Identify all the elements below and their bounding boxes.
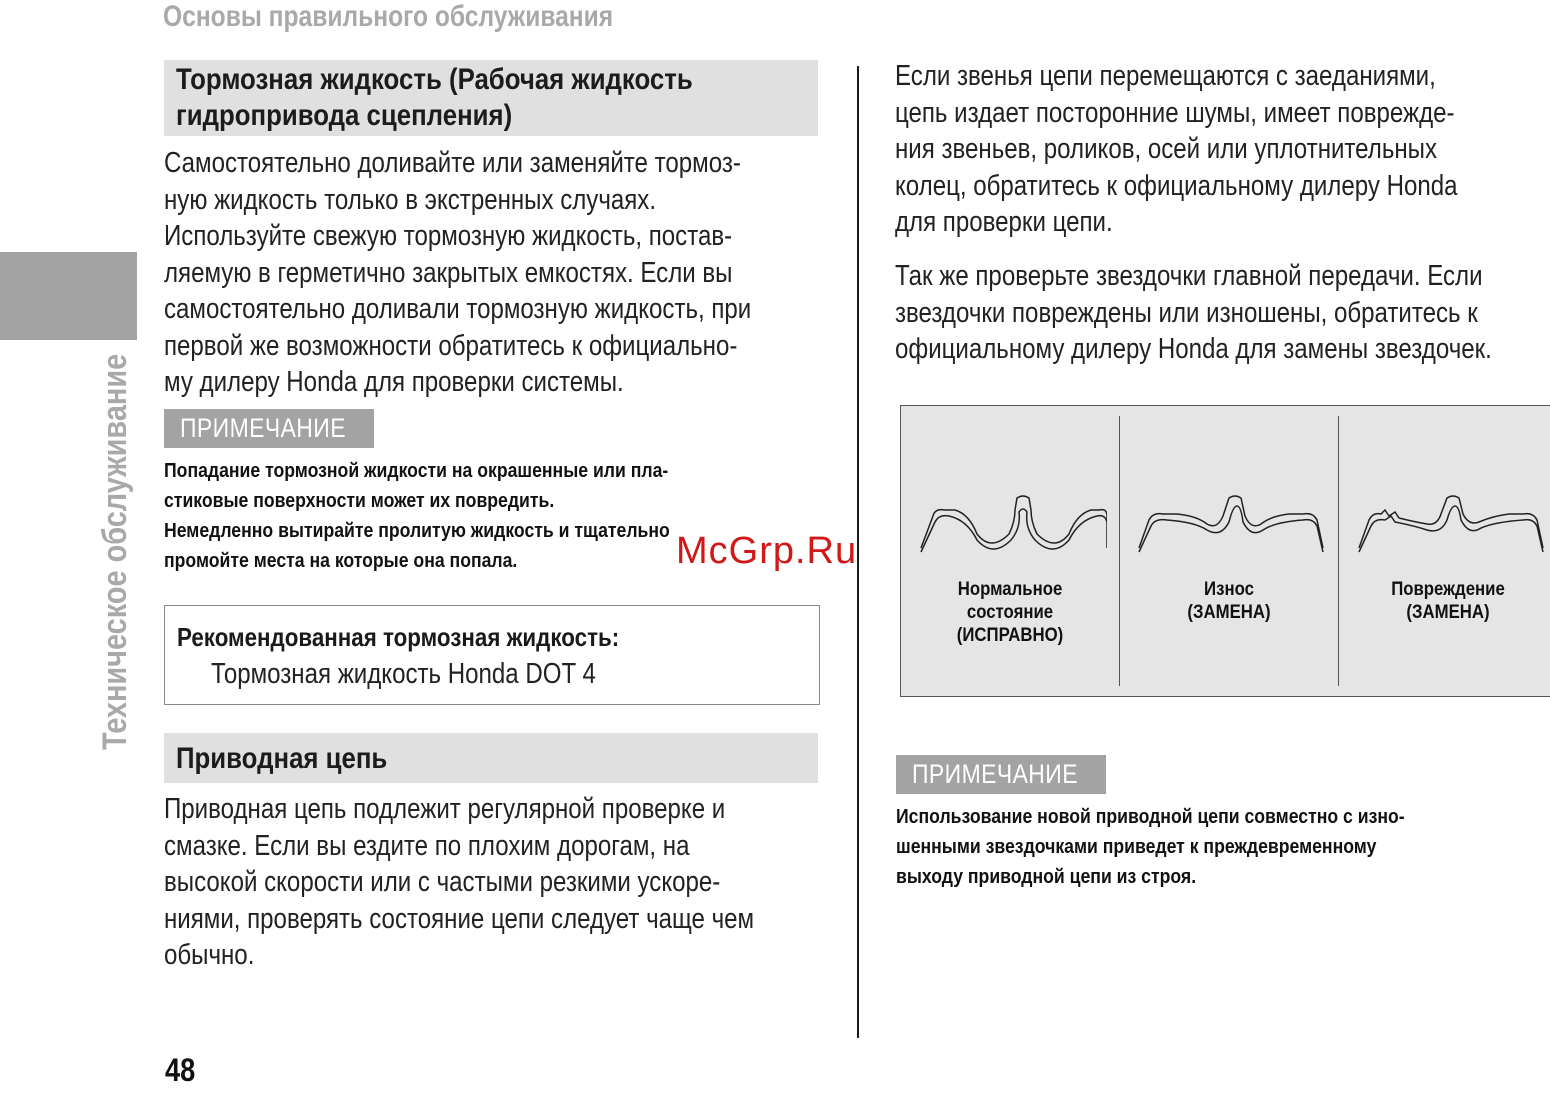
drive-chain-body — [164, 791, 875, 974]
caption-line: Повреждение — [1391, 578, 1505, 600]
body-line: Самостоятельно доливайте или заменяйте тормоз- — [164, 147, 741, 179]
note-line: Попадание тормозной жидкости на окрашенные или пла- — [164, 459, 669, 482]
body-line: обычно. — [164, 939, 255, 971]
caption-line: (ЗАМЕНА) — [1406, 601, 1490, 623]
sprocket-condition-figure — [900, 405, 1550, 697]
column-divider — [857, 66, 859, 1038]
note-badge — [896, 755, 1106, 794]
note-line: Использование новой приводной цепи совместно с изно- — [896, 805, 1405, 828]
body-line: цепь издает посторонние шумы, имеет поврежде- — [895, 96, 1455, 129]
note-line: промойте места на которые она попала. — [164, 549, 518, 572]
sprocket-worn-illustration — [1137, 486, 1325, 566]
heading-line: Тормозная жидкость (Рабочая жидкость — [176, 63, 693, 96]
body-line: звездочки повреждены или изношены, обратитесь к — [895, 296, 1478, 329]
brake-note-text — [164, 456, 752, 576]
body-line: ниями, проверять состояние цепи следует чаще чем — [164, 902, 755, 935]
body-line: му дилеру Honda для проверки системы. — [164, 366, 624, 398]
caption-line: Износ — [1204, 578, 1254, 600]
sprocket-normal-illustration — [919, 486, 1107, 566]
body-line: Если звенья цепи перемещаются с заеданиями, — [895, 60, 1436, 92]
caption-normal — [901, 578, 1119, 647]
figure-divider — [1119, 416, 1120, 686]
caption-line: (ИСПРАВНО) — [956, 624, 1064, 646]
drive-chain-heading — [164, 733, 818, 783]
body-line: смазке. Если вы ездите по плохим дорогам, на — [164, 829, 690, 862]
note-line: шенными звездочками приведет к преждевременному — [896, 835, 1377, 858]
body-line: самостоятельно доливали тормозную жидкость, при — [164, 293, 752, 325]
note-badge-label: ПРИМЕЧАНИЕ — [912, 759, 1078, 789]
body-line: ную жидкость только в экстренных случаях. — [164, 183, 657, 216]
body-line: первой же возможности обратитесь к официально- — [164, 329, 738, 362]
caption-worn — [1120, 578, 1338, 624]
body-line: колец, обратитесь к официальному дилеру Honda — [895, 169, 1458, 202]
sprocket-inspection-paragraph — [895, 258, 1550, 368]
sprocket-damaged-illustration — [1357, 486, 1545, 566]
section-tab-label: Техническое обслуживание — [96, 353, 134, 750]
recommended-fluid-box — [164, 605, 820, 705]
body-line: высокой скорости или с частыми резкими ускоре- — [164, 866, 721, 898]
chain-note-text — [896, 802, 1487, 892]
note-line: стиковые поверхности может их повредить. — [164, 489, 555, 512]
note-badge-label: ПРИМЕЧАНИЕ — [180, 413, 346, 443]
body-line: Так же проверьте звездочки главной передачи. Если — [895, 260, 1483, 292]
brake-fluid-heading — [164, 60, 818, 136]
caption-line: Нормальное — [957, 578, 1063, 600]
heading-line: гидропривода сцепления) — [176, 99, 513, 132]
heading-line: Приводная цепь — [176, 742, 388, 775]
note-line: выходу приводной цепи из строя. — [896, 865, 1197, 888]
figure-divider — [1338, 416, 1339, 686]
body-line: Используйте свежую тормозную жидкость, постав- — [164, 220, 733, 252]
section-tab-marker — [0, 252, 137, 340]
note-line: Немедленно вытирайте пролитую жидкость и тщательно — [164, 519, 670, 542]
note-badge — [164, 409, 374, 448]
chain-inspection-paragraph — [895, 58, 1550, 241]
page-number: 48 — [165, 1052, 196, 1088]
caption-line: (ЗАМЕНА) — [1187, 601, 1271, 623]
page-header-title: Основы правильного обслуживания — [163, 0, 614, 33]
caption-damaged — [1339, 578, 1550, 624]
watermark: McGrp.Ru — [676, 530, 858, 572]
body-line: для проверки цепи. — [895, 206, 1113, 238]
body-line: ляемую в герметично закрытых емкостях. Если вы — [164, 256, 733, 289]
caption-line: состояние — [966, 601, 1054, 623]
recommended-fluid-value: Тормозная жидкость Honda DOT 4 — [211, 658, 596, 690]
body-line: Приводная цепь подлежит регулярной проверке и — [164, 793, 726, 825]
recommended-fluid-title: Рекомендованная тормозная жидкость: — [177, 622, 620, 652]
body-line: официальному дилеру Honda для замены звездочек. — [895, 333, 1492, 365]
body-line: ния звеньев, роликов, осей или уплотнительных — [895, 133, 1437, 165]
brake-fluid-body — [164, 145, 872, 401]
